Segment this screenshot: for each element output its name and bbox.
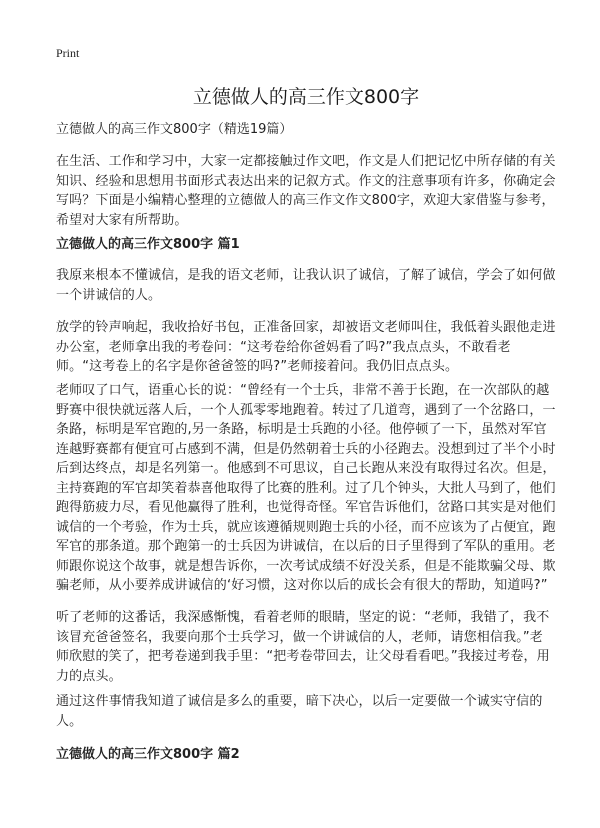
paragraph: 老师叹了口气，语重心长的说：“曾经有一个士兵，非常不善于长跑，在一次部队的越野赛中很快就远落人后，一个人孤零零地跑着。转过了几道弯，遇到了一个岔路口，一条路，标明是军官跑的,另一条路，标明是士兵跑的小径。他停顿了一下，虽然对军官连越野赛都有便宜可占感到不满，但是仍然朝着士兵的小径跑去。没想到过了半个小时后到达终点，却是名列第一。他感到不可思议，自己长跑从来没有取得过名次。但是，主持赛跑的军官却笑着恭喜他取得了比赛的胜利。过了几个钟头，大批人马到了，他们跑得筋疲力尽，看见他赢得了胜利，也觉得奇怪。军官告诉他们，岔路口其实是对他们诚信的一个考验，作为士兵，就应该遵循规则跑士兵的小径，而不应该为了占便宜，跑军官的那条道。那个跑第一的士兵因为讲诚信，在以后的日子里得到了军队的重用。老师跟你说这个故事，就是想告诉你，一次考试成绩不好没关系，但是不能欺骗父母、欺骗老师，从小要养成讲诚信的‘好习惯，这对你以后的成长会有很大的帮助，知道吗?” [56,383,556,593]
section-heading-2: 立德做人的高三作文800字 篇2 [56,747,240,762]
print-link[interactable]: Print [56,46,80,60]
intro-paragraph: 在生活、工作和学习中，大家一定都接触过作文吧，作文是人们把记忆中所存储的有关知识、经验和思想用书面形式表达出来的记叙方式。作文的注意事项有许多，你确定会写吗？下面是小编精心整理的立德做人的高三作文作文800字，欢迎大家借鉴与参考，希望对大家有所帮助。 [56,154,556,228]
paragraph: 我原来根本不懂诚信，是我的语文老师，让我认识了诚信，了解了诚信，学会了如何做一个讲诚信的人。 [56,268,556,303]
subtitle: 立德做人的高三作文800字（精选19篇） [56,122,293,137]
paragraph: 通过这件事情我知道了诚信是多么的重要，暗下决心，以后一定要做一个诚实守信的人。 [56,694,543,729]
paragraph: 听了老师的这番话，我深感惭愧，看着老师的眼睛，坚定的说：“老师，我错了，我不该冒充爸爸签名，我要向那个士兵学习，做一个讲诚信的人，老师，请您相信我。”老师欣慰的笑了，把考卷递到我手里：“把考卷带回去，让父母看看吧。”我接过考卷，用力的点头。 [56,610,550,684]
section-heading-1: 立德做人的高三作文800字 篇1 [56,237,240,252]
page-title: 立德做人的高三作文800字 [192,86,420,108]
paragraph: 放学的铃声响起，我收拾好书包，正准备回家，却被语文老师叫住，我低着头跟他走进办公室，老师拿出我的考卷问：“这考卷给你爸妈看了吗?”我点点头，不敢看老师。“这考卷上的名字是你爸爸签的吗?”老师接着问。我仍旧点点头。 [56,320,556,374]
